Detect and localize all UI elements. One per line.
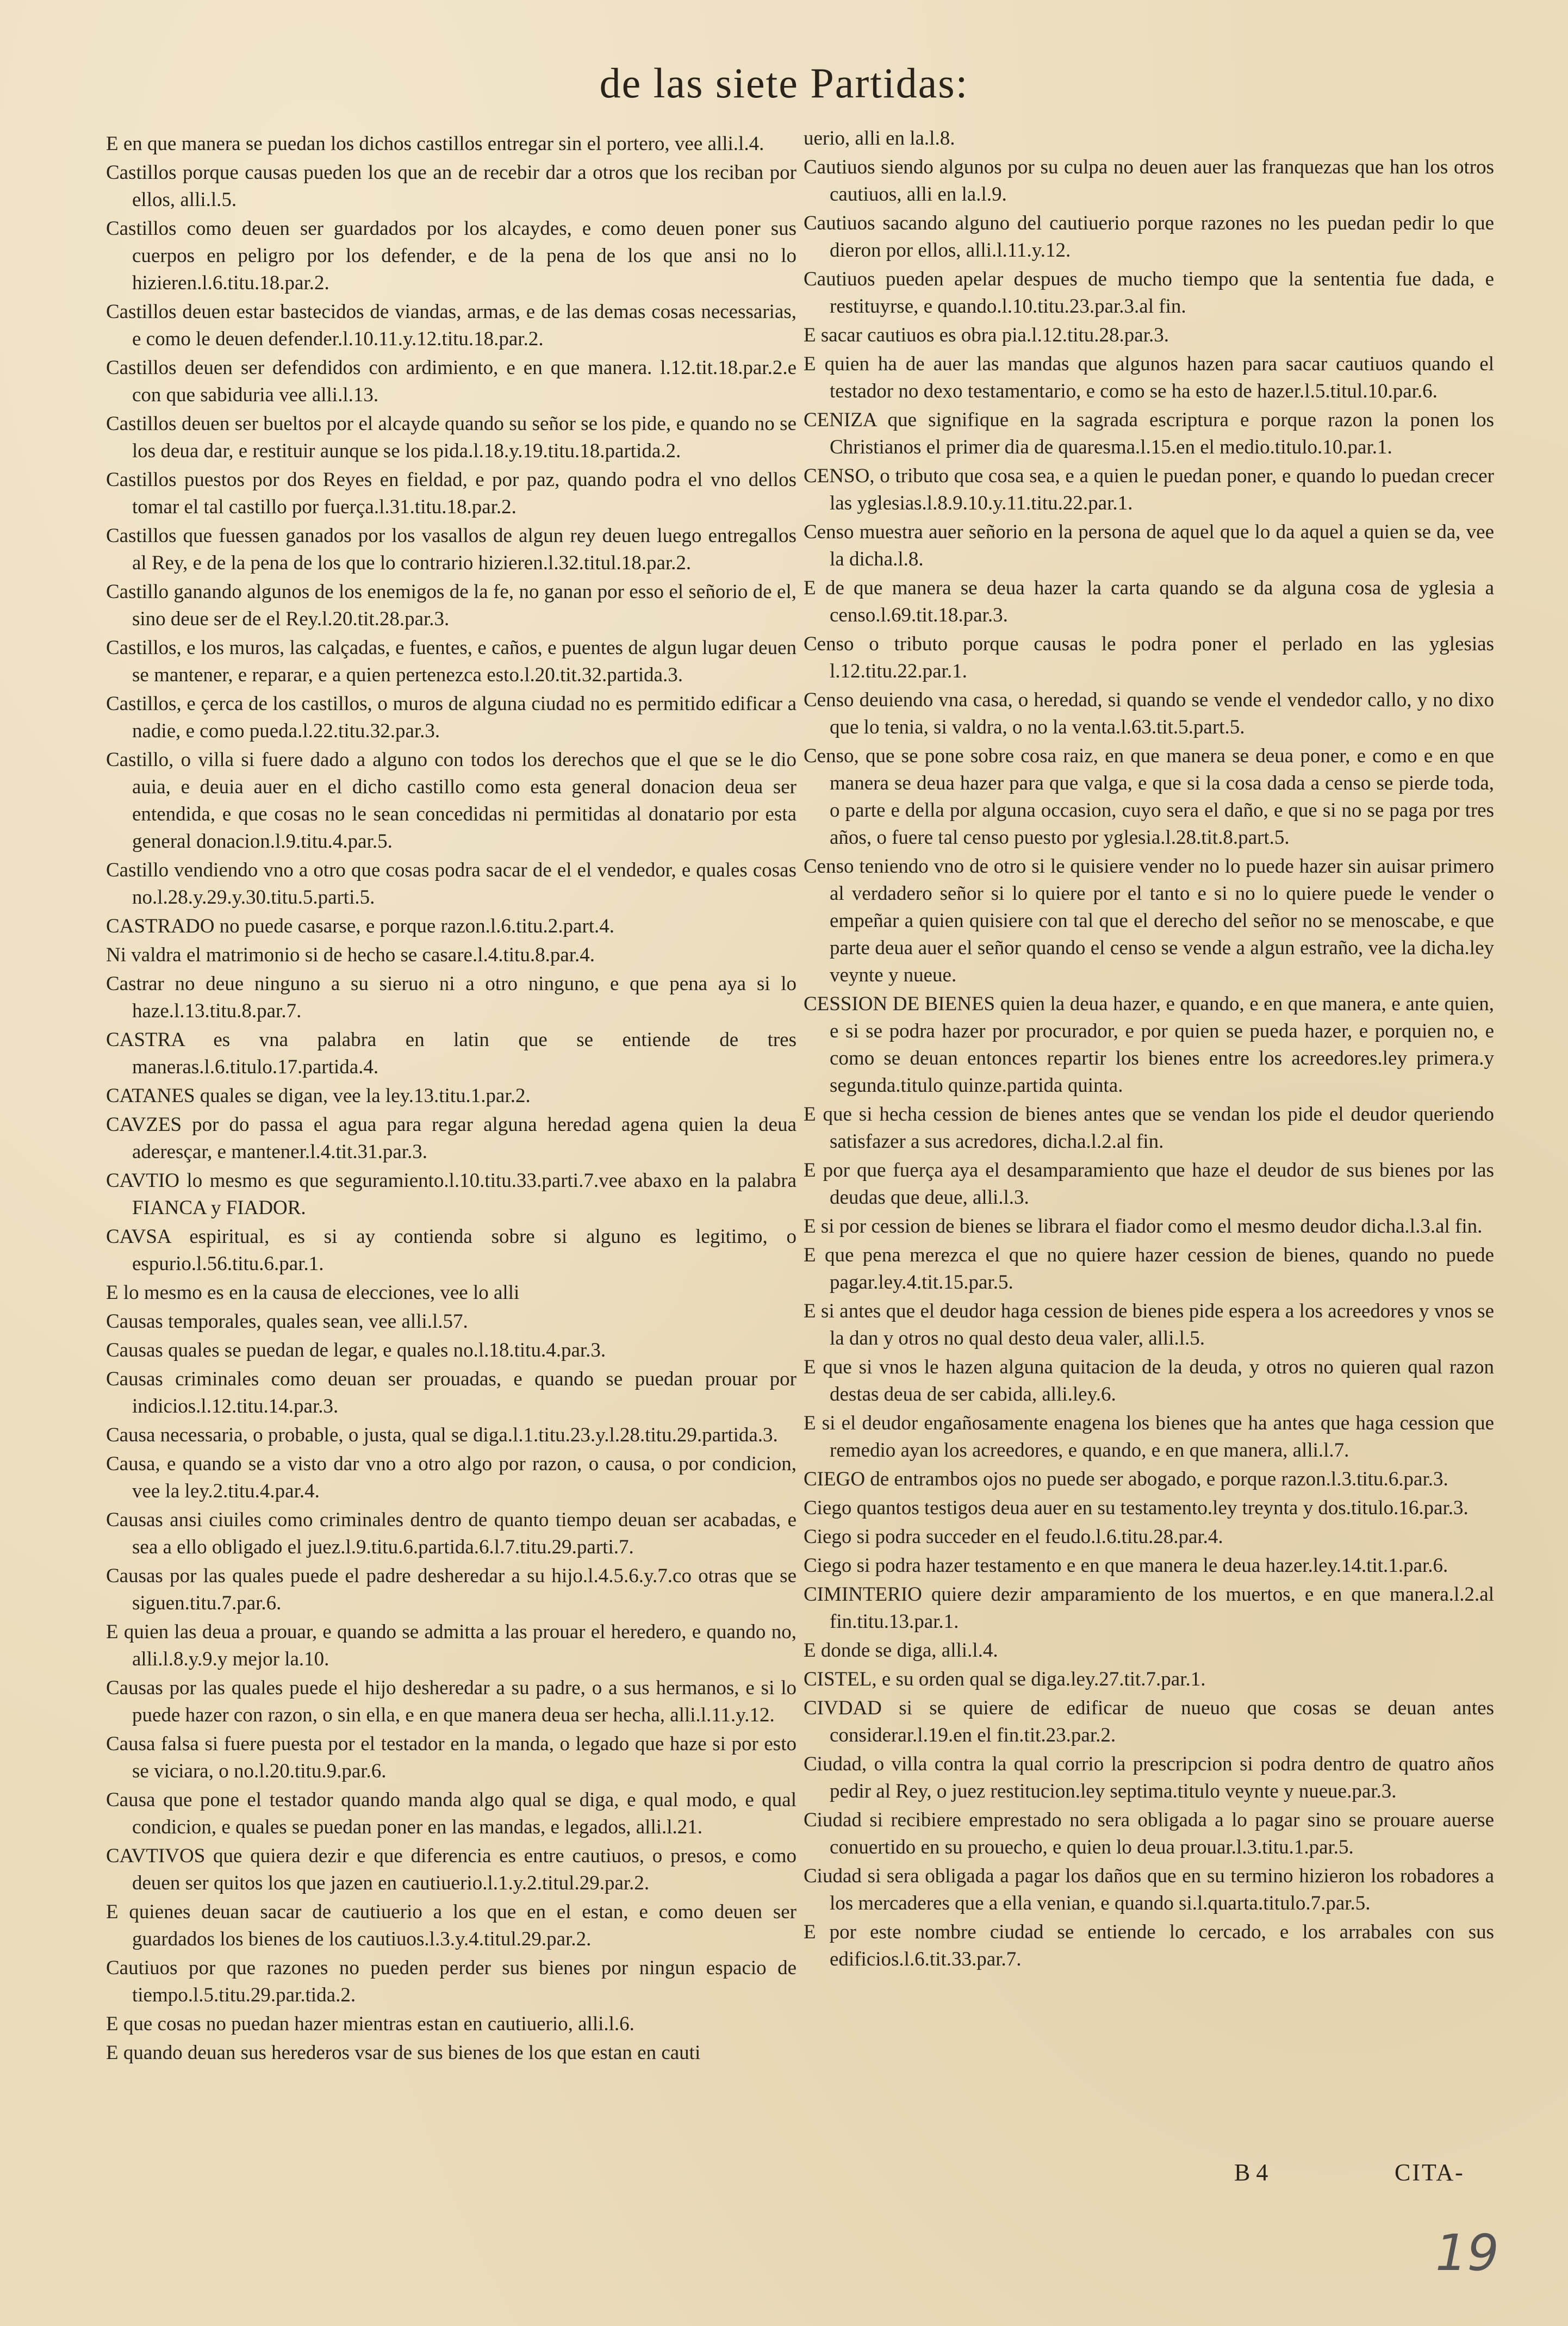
index-entry: E quien ha de auer las mandas que algunos hazen para sacar cautiuos quando el testador no dexo testamentario, e como se ha esto de hazer.l.5.titul.10.par.6. — [804, 353, 1494, 402]
index-entry: Censo teniendo vno de otro si le quisiere vender no lo puede hazer sin auisar primero al verdadero señor si lo quiere por el tanto e si no lo quiere puede le vender o empeñar a quien quisiere con tal que el derecho del señor no se menoscabe, e que parte deua auer el señor quando el censo se vende a algun estraño, vee la dicha.ley veynte y nueue. — [804, 855, 1494, 986]
index-entry: E si el deudor engañosamente enagena los bienes que ha antes que haga cession que remedio ayan los acreedores, e quando, e en que manera, alli.l.7. — [804, 1412, 1494, 1461]
index-entry: Cautiuos sacando alguno del cautiuerio porque razones no les puedan pedir lo que dieron por ellos, alli.l.11.y.12. — [804, 212, 1494, 262]
index-entry: Castillos porque causas pueden los que an de recebir dar a otros que los reciban por ellos, alli.l.5. — [106, 161, 797, 211]
catchword: CITA- — [1395, 2159, 1465, 2186]
index-entry: uerio, alli en la.l.8. — [804, 127, 955, 150]
index-entry: Castillos, e çerca de los castillos, o muros de alguna ciudad no es permitido edificar a nadie, e como pueda.l.22.titu.32.par.3. — [106, 693, 797, 742]
index-entry: Ciudad si sera obligada a pagar los daños que en su termino hizieron los robadores a los mercaderes que a ella venian, e quando si.l.quarta.titulo.7.par.5. — [804, 1865, 1494, 1914]
index-entry: E quien las deua a prouar, e quando se admitta a las prouar el heredero, e quando no, alli.l.8.y.9.y mejor la.10. — [106, 1621, 797, 1670]
index-entry: E lo mesmo es en la causa de elecciones, vee lo alli — [106, 1282, 520, 1304]
index-entry: CENIZA que signifique en la sagrada escriptura e porque razon la ponen los Christianos el primer dia de quaresma.l.15.en el medio.titulo.10.par.1. — [804, 409, 1494, 458]
index-entry: Causa, e quando se a visto dar vno a otro algo por razon, o causa, o por condicion, vee la ley.2.titu.4.par.4. — [106, 1453, 797, 1502]
index-entry: E quando deuan sus herederos vsar de sus bienes de los que estan en cauti — [106, 2042, 701, 2064]
index-entry: Cautiuos pueden apelar despues de mucho tiempo que la sententia fue dada, e restituyrse, e quando.l.10.titu.23.par.3.al fin. — [804, 268, 1494, 318]
index-entry: CENSO, o tributo que cosa sea, e a quien le puedan poner, e quando lo puedan crecer las yglesias.l.8.9.10.y.11.titu.22.par.1. — [804, 465, 1494, 514]
index-entry: CAVSA espiritual, es si ay contienda sobre si alguno es legitimo, o espurio.l.56.titu.6.par.1. — [106, 1226, 797, 1275]
index-entry: Cautiuos por que razones no pueden perder sus bienes por ningun espacio de tiempo.l.5.titu.29.par.tida.2. — [106, 1957, 797, 2006]
index-entry: Cautiuos siendo algunos por su culpa no deuen auer las franquezas que han los otros cautiuos, alli en la.l.9. — [804, 156, 1494, 206]
index-entry: CISTEL, e su orden qual se diga.ley.27.tit.7.par.1. — [804, 1668, 1206, 1690]
index-entry: CASTRA es vna palabra en latin que se entiende de tres maneras.l.6.titulo.17.partida.4. — [106, 1029, 797, 1078]
index-entry: CIEGO de entrambos ojos no puede ser abogado, e porque razon.l.3.titu.6.par.3. — [804, 1468, 1448, 1490]
index-entry: Ciudad, o villa contra la qual corrio la prescripcion si podra dentro de quatro años pedir al Rey, o juez restitucion.ley septima.titulo veynte y nueue.par.3. — [804, 1753, 1494, 1802]
index-entry: Castillos deuen ser defendidos con ardimiento, e en que manera. l.12.tit.18.par.2.e con que sabiduria vee alli.l.13. — [106, 357, 797, 406]
index-entry: Causa que pone el testador quando manda algo qual se diga, e qual modo, e qual condicion, e quales se puedan poner en las mandas, e legados, alli.l.21. — [106, 1789, 797, 1838]
page-header: de las siete Partidas: — [599, 59, 969, 107]
index-entry: Castillos puestos por dos Reyes en fieldad, e por paz, quando podra el vno dellos tomar el tal castillo por fuerça.l.31.titu.18.par.2. — [106, 469, 797, 518]
index-entry: Censo deuiendo vna casa, o heredad, si quando se vende el vendedor callo, y no dixo que lo tenia, si valdra, o no la venta.l.63.tit.5.part.5. — [804, 689, 1494, 738]
index-entry: E sacar cautiuos es obra pia.l.12.titu.28.par.3. — [804, 324, 1169, 346]
index-entry: Castillos como deuen ser guardados por los alcaydes, e como deuen poner sus cuerpos en peligro por los defender, e de la pena de los que ansi no lo hizieren.l.6.titu.18.par.2. — [106, 217, 797, 294]
index-entry: Castillos que fuessen ganados por los vasallos de algun rey deuen luego entregallos al Rey, e de la pena de los que lo contrario hizieren.l.32.titul.18.par.2. — [106, 525, 797, 574]
index-entry: Causas criminales como deuan ser prouadas, e quando se puedan prouar por indicios.l.12.titu.14.par.3. — [106, 1368, 797, 1417]
index-entry: Castillos deuen estar bastecidos de viandas, armas, e de las demas cosas necessarias, e como le deuen defender.l.10.11.y.12.titu.18.par.2. — [106, 301, 797, 350]
index-entry: E de que manera se deua hazer la carta quando se da alguna cosa de yglesia a censo.l.69.tit.18.par.3. — [804, 577, 1494, 626]
index-entry: Ciego si podra hazer testamento e en que manera le deua hazer.ley.14.tit.1.par.6. — [804, 1554, 1448, 1577]
index-entry: Censo o tributo porque causas le podra poner el perlado en las yglesias l.12.titu.22.par.1. — [804, 633, 1494, 682]
index-entry: E que cosas no puedan hazer mientras estan en cautiuerio, alli.l.6. — [106, 2013, 634, 2035]
index-entry: CAVTIO lo mesmo es que seguramiento.l.10.titu.33.parti.7.vee abaxo en la palabra FIANCA y FIADOR. — [106, 1170, 797, 1219]
index-entry: Causas por las quales puede el hijo desheredar a su padre, o a sus hermanos, e si lo puede hazer con razon, o sin ella, e en que manera deua ser hecha, alli.l.11.y.12. — [106, 1677, 797, 1726]
index-entry: Causa necessaria, o probable, o justa, qual se diga.l.1.titu.23.y.l.28.titu.29.partida.3. — [106, 1424, 778, 1446]
index-entry: E que pena merezca el que no quiere hazer cession de bienes, quando no puede pagar.ley.4.tit.15.par.5. — [804, 1244, 1494, 1293]
left-column — [106, 130, 797, 2148]
index-entry: Ciego quantos testigos deua auer en su testamento.ley treynta y dos.titulo.16.par.3. — [804, 1497, 1469, 1519]
index-entry: E donde se diga, alli.l.4. — [804, 1639, 998, 1662]
index-entry: Castillo ganando algunos de los enemigos de la fe, no ganan por esso el señorio de el, sino deue ser de el Rey.l.20.tit.28.par.3. — [106, 581, 797, 630]
index-entry: Causa falsa si fuere puesta por el testador en la manda, o legado que haze si por esto se viciara, o no.l.20.titu.9.par.6. — [106, 1733, 797, 1782]
index-entry: Causas quales se puedan de legar, e quales no.l.18.titu.4.par.3. — [106, 1339, 606, 1361]
index-entry: E que si vnos le hazen alguna quitacion de la deuda, y otros no quieren qual razon destas deua de ser cabida, alli.ley.6. — [804, 1356, 1494, 1405]
index-entry: E si por cession de bienes se librara el fiador como el mesmo deudor dicha.l.3.al fin. — [804, 1215, 1483, 1237]
index-entry: Castillos, e los muros, las calçadas, e fuentes, e caños, e puentes de algun lugar deuen se mantener, e reparar, e a quien pertenezca esto.l.20.tit.32.partida.3. — [106, 637, 797, 686]
index-entry: CIMINTERIO quiere dezir amparamiento de los muertos, e en que manera.l.2.al fin.titu.13.par.1. — [804, 1583, 1494, 1633]
index-entry: E si antes que el deudor haga cession de bienes pide espera a los acreedores y vnos se la dan y otros no qual desto deua valer, alli.l.5. — [804, 1300, 1494, 1349]
index-entry: E en que manera se puedan los dichos castillos entregar sin el portero, vee alli.l.4. — [106, 133, 764, 155]
index-entry: CAVZES por do passa el agua para regar alguna heredad agena quien la deua aderesçar, e mantener.l.4.tit.31.par.3. — [106, 1114, 797, 1163]
index-entry: E que si hecha cession de bienes antes que se vendan los pide el deudor queriendo satisfazer a sus acredores, dicha.l.2.al fin. — [804, 1103, 1494, 1153]
index-entry: CASTRADO no puede casarse, e porque razon.l.6.titu.2.part.4. — [106, 915, 615, 937]
folio-number: 19 — [1435, 2224, 1499, 2282]
index-entry: Ciego si podra succeder en el feudo.l.6.titu.28.par.4. — [804, 1526, 1223, 1548]
right-column — [804, 125, 1494, 2142]
index-entry: CESSION DE BIENES quien la deua hazer, e quando, e en que manera, e ante quien, e si se podra hazer por procurador, e por quien se pueda hazer, e porquien no, e como se deuan entonces repartir los bienes entre los acreedores.ley primera.y segunda.titulo quinze.partida quinta. — [804, 993, 1494, 1097]
index-entry: CAVTIVOS que quiera dezir e que diferencia es entre cautiuos, o presos, e como deuen ser quitos los que jazen en cautiuerio.l.1.y.2.titul.29.par.2. — [106, 1845, 797, 1894]
index-entry: Castrar no deue ninguno a su sieruo ni a otro ninguno, e que pena aya si lo haze.l.13.titu.8.par.7. — [106, 973, 797, 1022]
signature-mark: B 4 — [1234, 2159, 1268, 2186]
index-entry: Castillos deuen ser bueltos por el alcayde quando su señor se los pide, e quando no se los deua dar, e restituir aunque se los pida.l.18.y.19.titu.18.partida.2. — [106, 413, 797, 462]
index-entry: Ciudad si recibiere emprestado no sera obligada a lo pagar sino se prouare auerse conuertido en su prouecho, e quien lo deua prouar.l.3.titu.1.par.5. — [804, 1809, 1494, 1858]
index-entry: E por este nombre ciudad se entiende lo cercado, e los arrabales con sus edificios.l.6.tit.33.par.7. — [804, 1921, 1494, 1970]
index-entry: Castillo vendiendo vno a otro que cosas podra sacar de el el vendedor, e quales cosas no.l.28.y.29.y.30.titu.5.parti.5. — [106, 859, 797, 909]
index-entry: Censo muestra auer señorio en la persona de aquel que lo da aquel a quien se da, vee la dicha.l.8. — [804, 521, 1494, 570]
index-entry: Causas ansi ciuiles como criminales dentro de quanto tiempo deuan ser acabadas, e sea a ello obligado el juez.l.9.titu.6.partida.6.l.7.titu.29.parti.7. — [106, 1509, 797, 1558]
index-entry: CATANES quales se digan, vee la ley.13.titu.1.par.2. — [106, 1085, 531, 1107]
index-entry: Causas por las quales puede el padre desheredar a su hijo.l.4.5.6.y.7.co otras que se siguen.titu.7.par.6. — [106, 1565, 797, 1614]
index-entry: Ni valdra el matrimonio si de hecho se casare.l.4.titu.8.par.4. — [106, 944, 595, 966]
index-entry: Censo, que se pone sobre cosa raiz, en que manera se deua poner, e como e en que manera se deua hazer para que valga, e que si la cosa dada a censo se pierde toda, o parte e della por alguna occasion, cuyo sera el daño, e que si no se paga por tres años, o fuere tal censo puesto por yglesia.l.28.tit.8.part.5. — [804, 745, 1494, 849]
index-entry: Causas temporales, quales sean, vee alli.l.57. — [106, 1310, 468, 1333]
index-entry: E por que fuerça aya el desamparamiento que haze el deudor de sus bienes por las deudas que deue, alli.l.3. — [804, 1159, 1494, 1209]
index-entry: E quienes deuan sacar de cautiuerio a los que en el estan, e como deuen ser guardados los bienes de los cautiuos.l.3.y.4.titul.29.par.2. — [106, 1901, 797, 1950]
index-entry: CIVDAD si se quiere de edificar de nueuo que cosas se deuan antes considerar.l.19.en el fin.tit.23.par.2. — [804, 1697, 1494, 1746]
index-entry: Castillo, o villa si fuere dado a alguno con todos los derechos que el que se le dio auia, e deuia auer en el dicho castillo como esta general donacion deua ser entendida, e que cosas no le sean concedidas ni permitidas al donatario por esta general donacion.l.9.titu.4.par.5. — [106, 749, 797, 853]
